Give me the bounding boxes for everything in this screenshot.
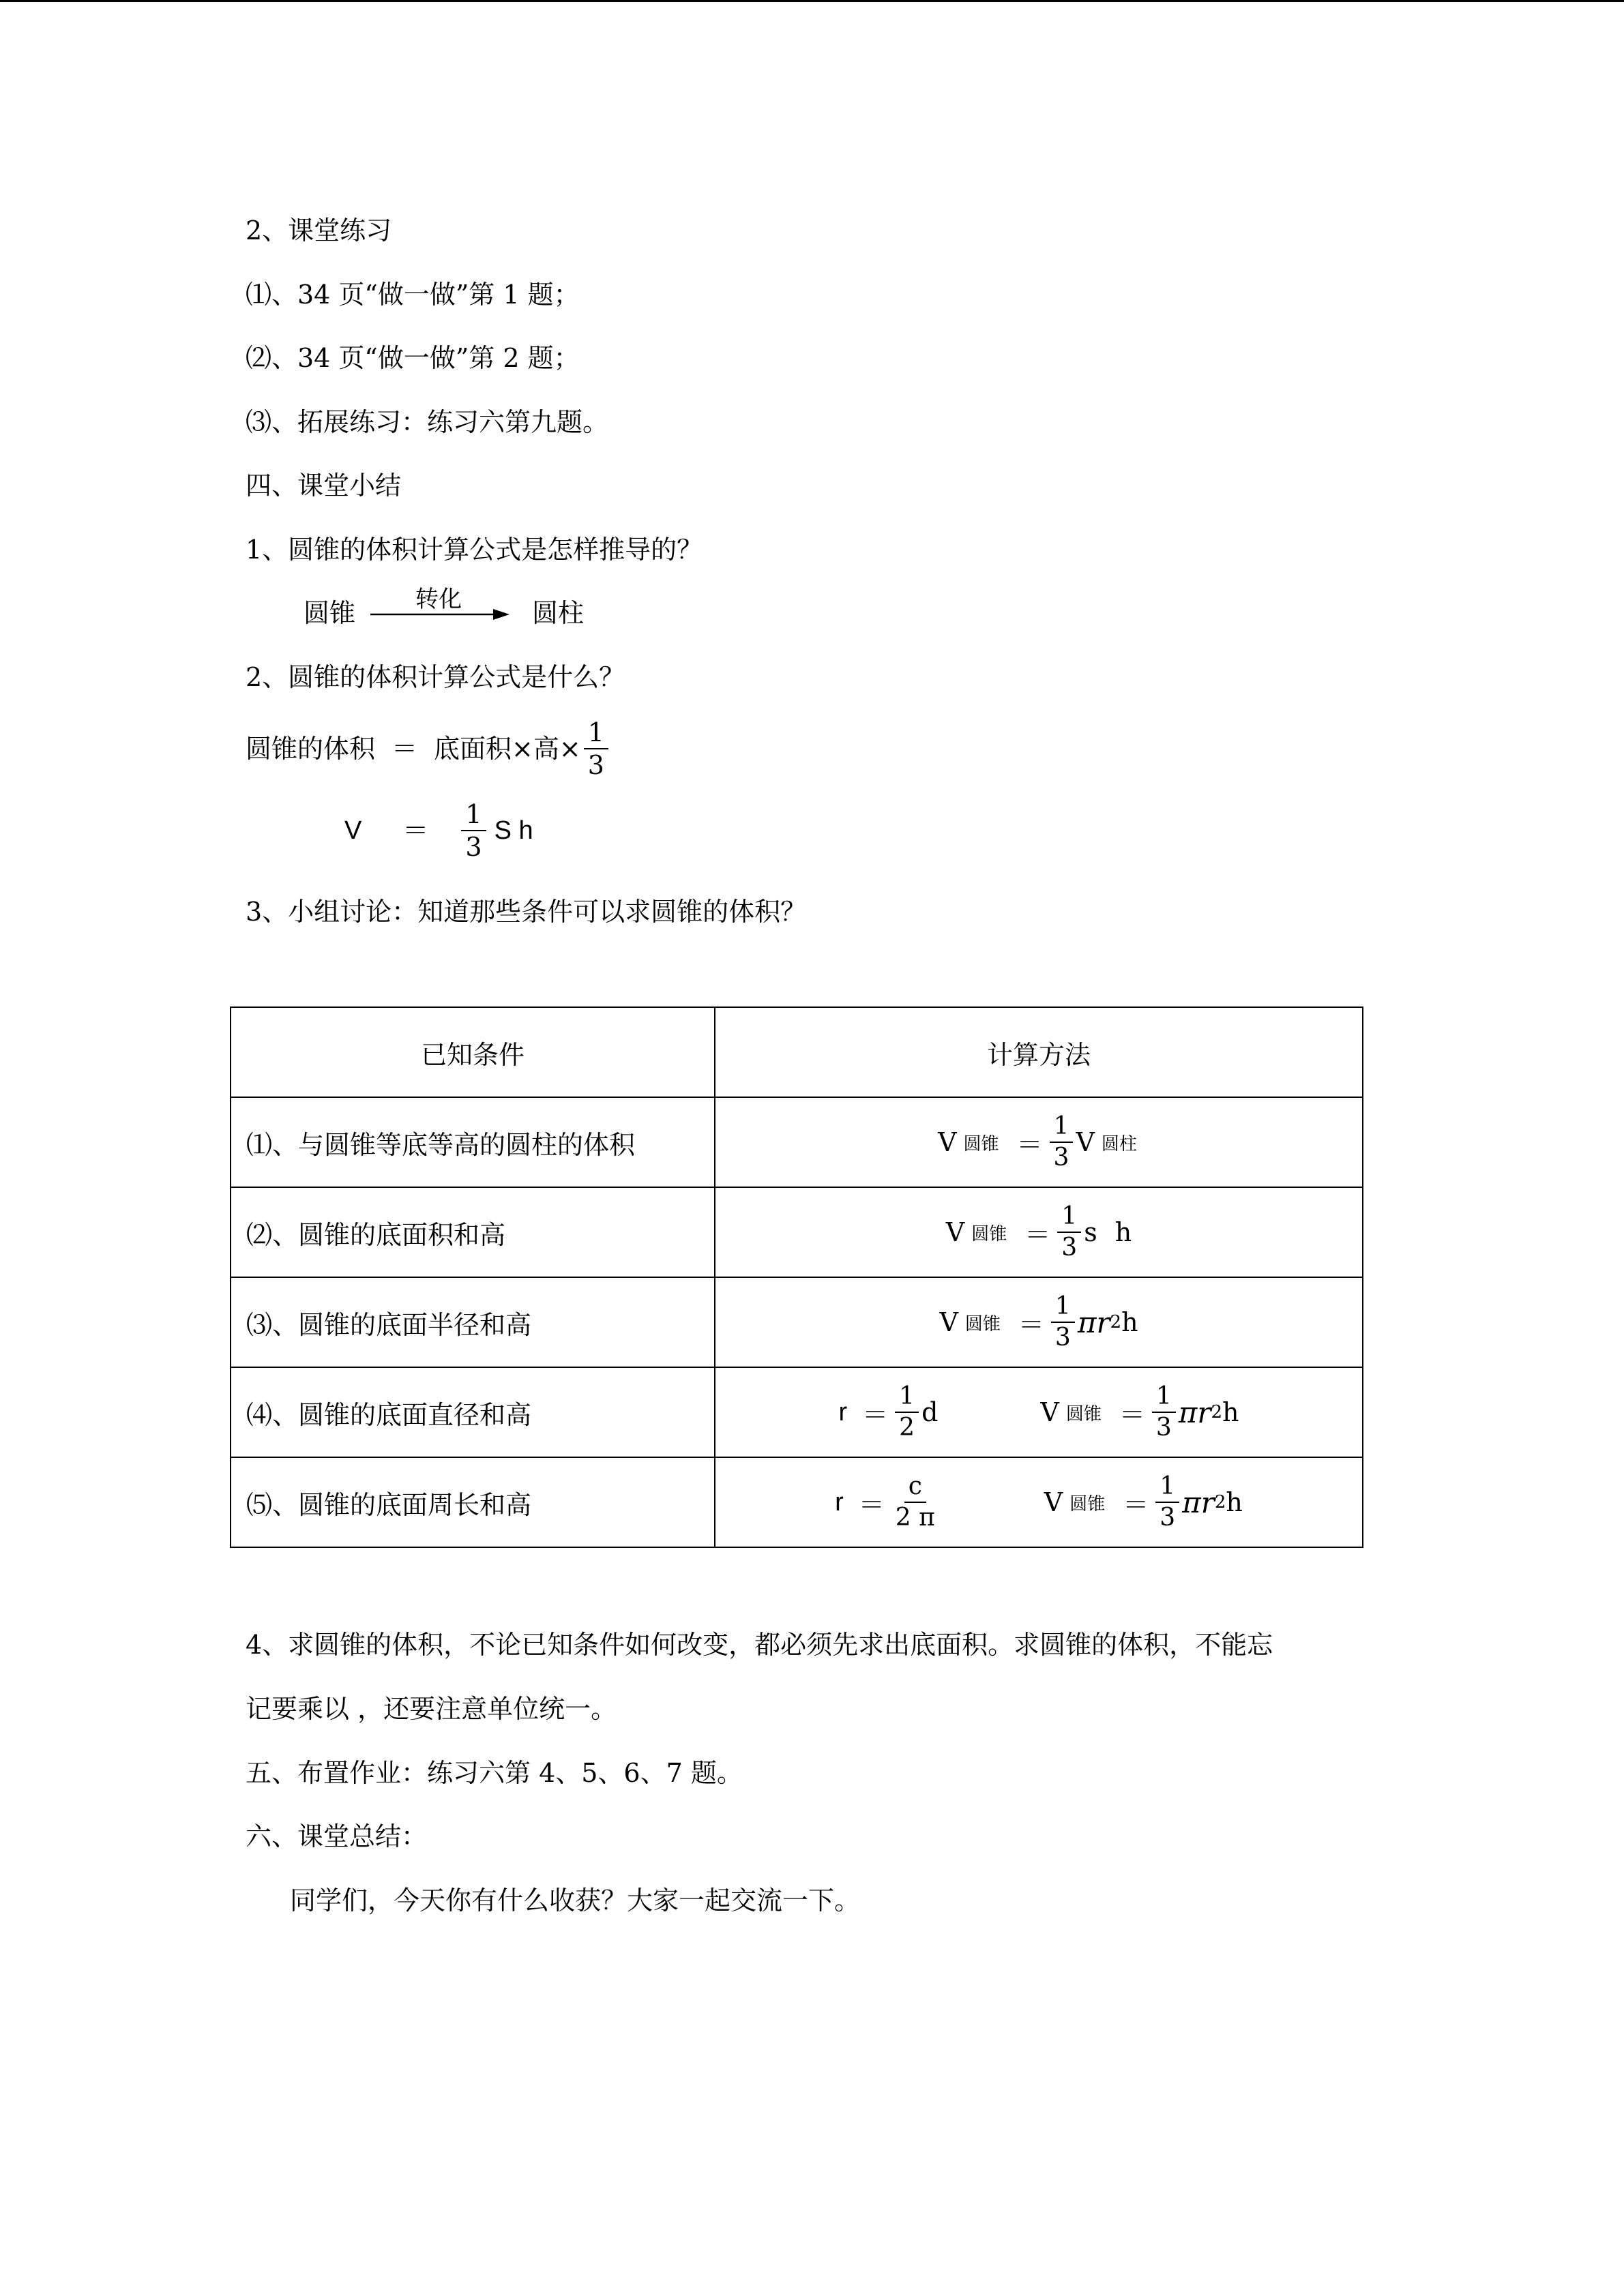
formula-symbols bbox=[344, 801, 533, 860]
fraction: $\frac{1}{3}$ bbox=[1051, 1294, 1075, 1350]
condition-cell: ⑴、与圆锥等底等高的圆柱的体积 bbox=[231, 1097, 715, 1187]
cylinder-label: 圆柱 bbox=[532, 598, 585, 628]
header-calculation-method: 计算方法 bbox=[715, 1007, 1363, 1097]
formula-sh: S h bbox=[494, 816, 533, 845]
fraction: $\frac{c}{2 \pi}$ bbox=[895, 1472, 935, 1532]
method-formula-3: V 圆锥 ＝ $\frac{1}{3}$ π r 2 h bbox=[939, 1292, 1138, 1352]
condition-cell: ⑶、圆锥的底面半径和高 bbox=[231, 1277, 715, 1367]
table-row bbox=[231, 1187, 1363, 1277]
summary-question-2: 2、圆锥的体积计算公式是什么？ bbox=[246, 662, 625, 692]
method-cell bbox=[715, 1187, 1363, 1277]
symbol-one-third-fraction: $\frac{1}{3}$ bbox=[461, 801, 486, 860]
point4-line-1: 4、求圆锥的体积，不论已知条件如何改变，都必须先求出底面积。求圆锥的体积，不能忘 bbox=[246, 1630, 1273, 1660]
table-row bbox=[231, 1277, 1363, 1367]
formula-words bbox=[246, 719, 611, 778]
method-formula-1: V 圆锥 ＝ $\frac{1}{3}$ V 圆柱 bbox=[938, 1112, 1137, 1172]
fraction: $\frac{1}{3}$ bbox=[1057, 1204, 1081, 1260]
method-formula-2: V 圆锥 ＝ $\frac{1}{3}$ s h bbox=[945, 1202, 1132, 1262]
table-header-row bbox=[231, 1007, 1363, 1097]
method-cell bbox=[715, 1277, 1363, 1367]
summary-question-1: 1、圆锥的体积计算公式是怎样推导的？ bbox=[246, 535, 703, 565]
point4-line-2: 记要乘以 ，还要注意单位统一。 bbox=[246, 1694, 617, 1724]
cone-label: 圆锥 bbox=[304, 598, 356, 628]
convert-label: 转化 bbox=[415, 586, 462, 613]
formula-rhs: 底面积×高× bbox=[434, 734, 581, 764]
formula-equals: ＝ bbox=[392, 734, 418, 764]
formula-v: V bbox=[344, 816, 362, 845]
method-cell bbox=[715, 1367, 1363, 1457]
table-row bbox=[231, 1367, 1363, 1457]
summary-question-3: 3、小组讨论：知道那些条件可以求圆锥的体积？ bbox=[246, 897, 807, 927]
practice-item-1: ⑴、34 页“做一做”第 1 题； bbox=[246, 280, 580, 310]
condition-cell: ⑸、圆锥的底面周长和高 bbox=[231, 1457, 715, 1547]
fraction: $\frac{1}{3}$ bbox=[1155, 1474, 1179, 1530]
method-formula-4: r ＝ $\frac{1}{2}$ d V 圆锥 ＝ $\frac{1}{3}$ π r 2 h bbox=[838, 1382, 1239, 1442]
condition-cell: ⑷、圆锥的底面直径和高 bbox=[231, 1367, 715, 1457]
practice-item-2: ⑵、34 页“做一做”第 2 题； bbox=[246, 343, 580, 373]
homework: 五、布置作业：练习六第 4、5、6、7 题。 bbox=[246, 1758, 743, 1788]
table-row bbox=[231, 1457, 1363, 1547]
fraction: $\frac{1}{3}$ bbox=[1050, 1114, 1074, 1170]
practice-item-3: ⑶、拓展练习：练习六第九题。 bbox=[246, 407, 609, 437]
summary-title: 四、课堂小结 bbox=[246, 471, 402, 501]
header-known-conditions: 已知条件 bbox=[231, 1007, 715, 1097]
conclusion-title: 六、课堂总结： bbox=[246, 1821, 428, 1851]
table-row bbox=[231, 1097, 1363, 1187]
method-cell bbox=[715, 1457, 1363, 1547]
conclusion-text: 同学们，今天你有什么收获？大家一起交流一下。 bbox=[290, 1885, 861, 1915]
convert-arrow-icon bbox=[370, 606, 510, 623]
method-cell bbox=[715, 1097, 1363, 1187]
fraction: $\frac{1}{3}$ bbox=[1152, 1384, 1176, 1440]
conditions-table bbox=[230, 1007, 1363, 1548]
practice-title: 2、课堂练习 bbox=[246, 215, 392, 245]
method-formula-5: r ＝ $\frac{c}{2 \pi}$ V 圆锥 ＝ $\frac{1}{3}$ π r 2 h bbox=[835, 1472, 1243, 1532]
formula-lhs: 圆锥的体积 bbox=[246, 734, 376, 764]
fraction: $\frac{1}{2}$ bbox=[895, 1384, 919, 1440]
formula-symbol-equals: ＝ bbox=[402, 816, 429, 846]
condition-cell: ⑵、圆锥的底面积和高 bbox=[231, 1187, 715, 1277]
one-third-fraction: $\frac{1}{3}$ bbox=[584, 719, 608, 778]
